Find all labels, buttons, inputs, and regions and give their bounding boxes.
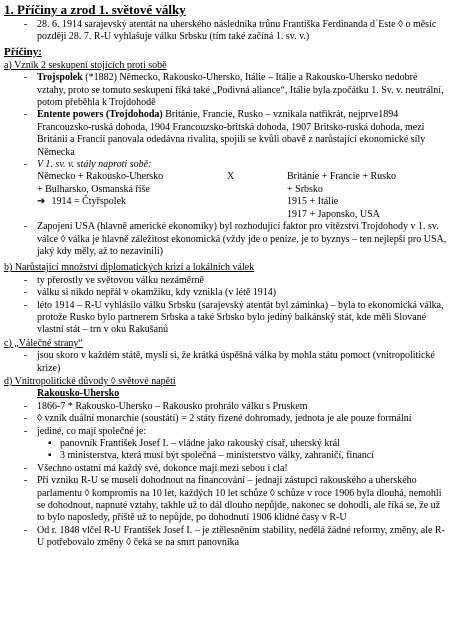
trojspolek-item — [4, 72, 447, 109]
section-a-heading: a) Vznik 2 seskupení stojících proti sobě — [4, 59, 167, 71]
common-item: ▪ 3 ministerstva, která musí být společná – ministerstvo války, zahraničí, financí — [4, 450, 447, 462]
list-item: - jsou skoro v každém státě, myslí si, že krátká úspěšná válka by mohla státu pomoct (vnitropolitické krize) — [4, 350, 447, 375]
common-list — [4, 438, 447, 463]
section-c-list — [4, 350, 447, 375]
section-b-list — [4, 275, 447, 337]
causes-heading: Příčiny: — [4, 45, 42, 58]
versus-mark: X — [227, 171, 235, 183]
austria-hungary-subheading: Rakousko-Uhersko — [37, 388, 120, 400]
list-item: - válku si nikdo nepřál v okamžiku, kdy vznikla (v létě 1914) — [4, 287, 447, 299]
list-item: - Od r. 1848 vlčel R-U František Josef I. – je ztělesněním stability, nedělá žádné reformy, změny, ale R-U potřebovalo změny ◊ čeká se na smrt panovníka — [4, 525, 447, 550]
list-item: - ◊ vznik duální monarchie (soustátí) = 2 státy řízené dohromady, jednota je ale pouze formální — [4, 413, 447, 425]
trojspolek-text: (*1882) Německo, Rakousko-Uhersko, Itálie – Itálie a Rakousko-Uhersko nedobré vztahy, proto se tomuto seskupení říká také „Podivná aliance“, Itálie byla zpočátku 1. Sv. v. neutrální, potom přeběhla k Trojdohodě — [37, 72, 444, 109]
versus-cell — [227, 171, 287, 221]
list-item: - Při vzniku R-U se museli dohodnout na financování – jednají zástupci rakouského a uherského parlamentu ◊ kompromis na 10 let, každých 10 let schůze ◊ schůze v roce 1906 byla dlouhá, nemohli se dohodnout, napnuté vztahy, takhle už to dál dlouho nepůjde, nakonec se dohodli, ale říká se, že už to bylo naposledy, příště už to nepůjde, po dohodnutí 1906 klidné časy v R-U — [4, 475, 447, 525]
entente-powers-line-2: + Srbsko — [287, 183, 323, 195]
entente-powers-line-1: Británie + Francie + Rusko — [287, 171, 397, 183]
section-a-list — [4, 72, 447, 258]
intro-item: - 28. 6. 1914 sarajevský atentát na uherského následníka trůnu Františka Ferdinanda d´Este ◊ o měsíc později 28. 7. R-U vyhlašuje válku Srbsku (tím také začíná 1. sv. v.) — [4, 19, 447, 44]
document-title: 1. Příčiny a zrod 1. světové války — [4, 2, 186, 17]
section-d-list — [4, 401, 447, 550]
central-powers-line-1: Německo + Rakousko-Uhersko — [37, 171, 164, 183]
trojspolek-name: Trojspolek — [37, 72, 83, 84]
entente-name: Entente powers (Trojdohoda) — [37, 109, 163, 121]
section-b-heading: b) Narůstající množství diplomatických krizí a lokálních válek — [4, 262, 255, 274]
sides-heading: - V 1. sv. v. stály naproti sobě: — [37, 159, 152, 171]
common-intro: - jediné, co mají společné je: — [37, 425, 147, 437]
list-item: - 1866-7 * Rakousko-Uhersko – Rakousko prohrálo válku s Pruskem — [4, 401, 447, 413]
central-powers-cell — [37, 171, 227, 221]
usa-item: - Zapojení USA (hlavně americké ekonomiky) byl rozhodující faktor pro vítězství Trojdohody v 1. sv. válce ◊ válka je hlavně záležitost ekonomická (vždy jde o peníze, je to byznys – ten nejlepší pro USA, jaký kdy měly, až to nezavinili) — [4, 221, 447, 258]
list-item: - ty přerostly ve světovou válku nezáměrně — [4, 275, 447, 287]
central-powers-alliance: 1914 = Čtyřspolek — [51, 196, 127, 208]
common-item: ▪ panovník František Josef I. – vládne jako rakouský císař, uherský král — [4, 438, 447, 450]
intro-list — [4, 19, 447, 44]
entente-powers-line-3: 1915 + Itálie — [287, 196, 339, 208]
list-item: - Všechno ostatní má každý své, dokonce mají mezi sebou i cla! — [4, 463, 447, 475]
entente-item — [4, 109, 447, 159]
entente-powers-cell — [287, 171, 396, 221]
list-item: - léto 1914 – R-U vyhlásilo válku Srbsku (sarajevský atentát byl záminka) – byla to ekonomická válka, protože Rusko bylo partnerem Srbska a také Srbsko bylo jediný balkánský stát, kde měli Slované vlastní stát – trn v oku Rakušanů — [4, 300, 447, 337]
sides-table — [37, 171, 396, 221]
section-d-heading: d) Vnitropolitické důvody ◊ světové napětí — [4, 375, 176, 387]
sides-item — [4, 159, 447, 221]
central-powers-line-3 — [37, 196, 227, 208]
entente-text: Británie, Francie, Rusko – vznikala natřikrát, nejprve1894 Francouzsko-ruská dohoda, 1904 Francouzsko-britská dohoda, 1907 Britsko-ruská dohoda, mezi Británií a Francií panovala odedávna rivalita, spojili se kvůli obavě z narůstající ekonomické síly Německa — [37, 109, 426, 158]
list-item — [4, 426, 447, 463]
central-powers-line-2: + Bulharsko, Osmanská říše — [37, 183, 150, 195]
section-c-heading: c) „Válečné strany“ — [4, 337, 83, 349]
arrow-right-icon: ➔ — [37, 196, 46, 208]
entente-powers-line-4: 1917 + Japonsko, USA — [287, 208, 380, 220]
